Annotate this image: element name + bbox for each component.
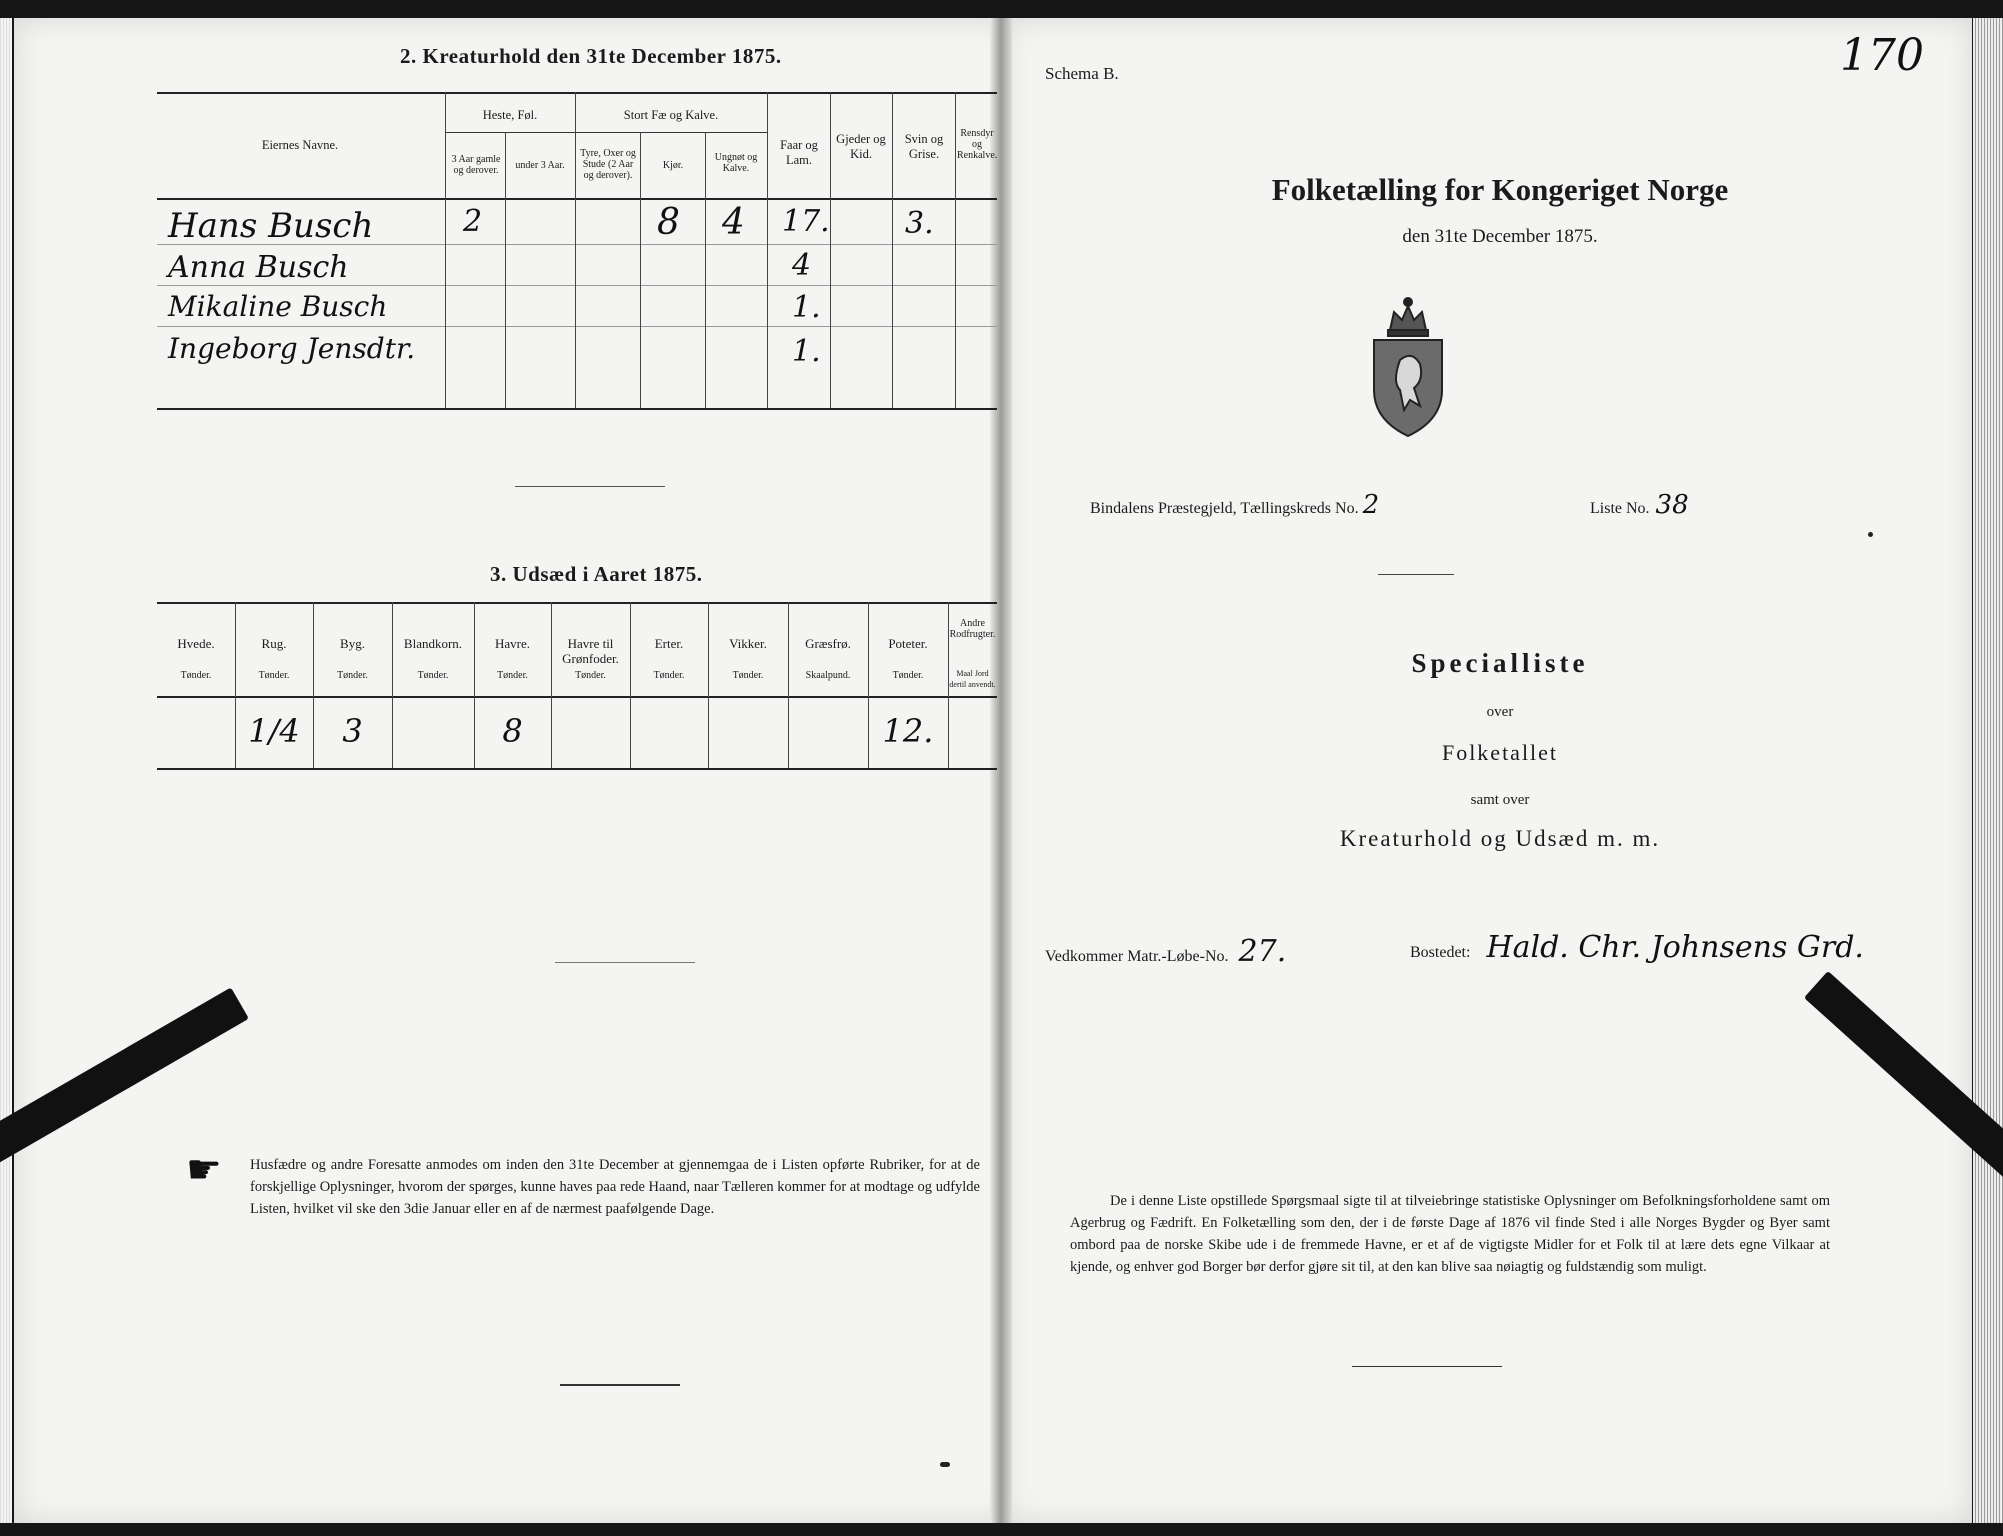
liste-line [1590,490,1689,520]
separator-left-3 [560,1384,680,1386]
page-number: 170 [1840,30,1924,81]
samt-over: samt over [1470,792,1530,808]
header-sheep: Faar og Lam. [780,138,818,167]
matr-label: Vedkommer Matr.-Løbe-No. [1045,948,1229,965]
table3-header: Rug. [261,636,287,651]
folketallet: Folketallet [1441,740,1559,765]
table3-value: 12. [882,712,934,750]
table3-header: Græsfrø. [805,636,851,651]
section3-title: 3. Udsæd i Aaret 1875. [490,562,703,586]
coat-of-arms-icon [1360,290,1456,440]
row3-sheep: 1. [792,290,821,325]
pointing-hand-icon: ☛ [186,1147,222,1192]
table2-col-line [505,132,506,408]
table3-unit: Tønder. [575,670,606,681]
separator-left-2 [555,962,695,963]
bosted-line [1410,930,1864,965]
header-cattle: Stort Fæ og Kalve. [623,108,719,122]
separator-right-2 [1352,1366,1502,1367]
header-cattle-young: Ungnøt og Kalve. [714,152,758,174]
header-owner: Eiernes Navne. [261,138,339,152]
special-title: Specialliste [1411,648,1589,678]
row1-pigs: 3. [905,206,934,241]
table3-header: Hvede. [177,636,215,651]
table2-bottom-rule [157,408,997,410]
table3-unit: Tønder. [258,670,290,681]
row1-sheep: 17. [782,204,830,239]
row3-name: Mikaline Busch [168,290,388,323]
table3-unit: Skaalpund. [805,670,851,681]
kreatur-udsaed: Kreaturhold og Udsæd m. m. [1339,826,1661,851]
table3-bottom-rule [157,768,997,770]
table2-col-line [830,92,831,408]
table2-col-line [445,92,446,408]
section2-title: 2. Kreaturhold den 31te December 1875. [400,44,782,68]
table2-col-line [892,92,893,408]
table3-col-line [392,602,393,768]
bosted-value: Hald. Chr. Johnsens Grd. [1486,930,1864,965]
header-cattle-bulls: Tyre, Oxer og Stude (2 Aar og derover). [580,148,636,181]
notice-paragraph: Husfædre og andre Foresatte anmodes om inden den 31te December at gjennemgaa de i Listen opførte Rubriker, for at de forskjellige Oplysninger, hvorom der spørges, kunne haves paa rede Haand, naar Tælleren kommer for at modtage og udfylde Listen, hvilket vil ske den 3die Januar eller en af de nærmest paafølgende Dage. [250,1157,980,1217]
table3-unit: Tønder. [180,670,212,681]
table3-col-line [708,602,709,768]
header-goats: Gjeder og Kid. [836,132,886,161]
row2-sheep: 4 [792,248,812,283]
ink-dot [1868,532,1873,537]
table3-value: 3 [342,712,363,750]
over-1: over [1486,704,1514,720]
table3-col-line [788,602,789,768]
table3-header: Erter. [654,636,684,651]
row4-name: Ingeborg Jensdtr. [168,332,416,365]
header-cattle-cows: Kjør. [662,160,684,171]
main-heading: Folketælling for Kongeriget Norge [1271,172,1729,207]
table3-unit: Tønder. [732,670,764,681]
table3-col-line [551,602,552,768]
info-paragraph: De i denne Liste opstillede Spørgsmaal sigte til at tilveiebringe statistiske Oplysninger om Befolkningsforholdene samt om Agerbrug og Fædrift. En Folketælling som den, der i de første Dage af 1876 vil finde Sted i alle Norges Bygder og Byer samt ombord paa de norske Skibe ude i de fremmede Havne, er et af de vigtigste Midler for et Folk til at lære dets egne Vilkaar at kjende, og enhver god Borger bør derfor gjøre sit til, at den kan blive saa nøiagtig og fuldstændig som muligt. [1070,1193,1830,1275]
liste-label: Liste No. [1590,500,1650,517]
header-horses-old: 3 Aar gamle og derover. [451,154,501,176]
table3-header: Havre til Grønfoder. [562,636,619,666]
row1-name: Hans Busch [168,206,374,246]
census-date: den 31te December 1875. [1402,226,1598,247]
table2-row-line-3 [157,326,997,327]
header-horses-young: under 3 Aar. [515,160,565,171]
table3-header: Vikker. [729,636,767,651]
table3-unit: Tønder. [892,670,924,681]
kreds-number: 2 [1362,490,1380,520]
matr-number: 27. [1238,934,1287,969]
table2-header-bottom [157,198,997,200]
row4-sheep: 1. [792,334,821,369]
table2-top-rule [157,92,997,94]
table3-unit: Tønder. [497,670,528,681]
table3-header: Blandkorn. [403,636,463,651]
table2-col-line [955,92,956,408]
header-reindeer: Rensdyr og Renkalve. [957,128,997,161]
table3-unit: Tønder. [417,670,449,681]
ink-mark [940,1462,950,1467]
row1-young: 4 [722,202,745,243]
parish-line [1090,490,1379,520]
table3-unit: Tønder. [653,670,685,681]
table2-col-line [705,132,706,408]
table2-col-line [575,92,576,408]
table3-unit: Maal Jord dertil anvendt. [949,669,996,689]
table3-header: Poteter. [888,636,928,651]
table3-header: Havre. [494,636,530,651]
left-page-edges [0,18,12,1523]
row1-horses: 2 [463,204,483,239]
row1-cows: 8 [657,202,680,243]
table2-col-line [640,132,641,408]
row2-name: Anna Busch [168,250,349,285]
parish-label: Bindalens Præstegjeld, Tællingskreds No. [1090,500,1359,517]
table3-header: Byg. [340,636,365,651]
table2-sub-rule [445,132,767,133]
header-pigs: Svin og Grise. [904,132,944,161]
header-horses: Heste, Føl. [482,108,538,122]
table3-unit: Tønder. [337,670,368,681]
table2-row-line-2 [157,285,997,286]
bosted-label: Bostedet: [1410,944,1471,961]
table3-header: Andre Rodfrugter. [949,618,996,640]
table3-value: 1/4 [248,712,300,750]
schema-label: Schema B. [1045,64,1119,83]
table2-col-line [767,92,768,408]
table3-col-line [630,602,631,768]
matr-line [1045,934,1286,969]
table3-value: 8 [502,712,523,750]
table3-top-rule [157,602,997,604]
liste-number: 38 [1655,490,1689,520]
table3-header-bottom [157,696,997,698]
separator-left-1 [515,486,665,487]
right-page-edges [1973,18,2003,1523]
separator-right-1 [1378,574,1454,575]
